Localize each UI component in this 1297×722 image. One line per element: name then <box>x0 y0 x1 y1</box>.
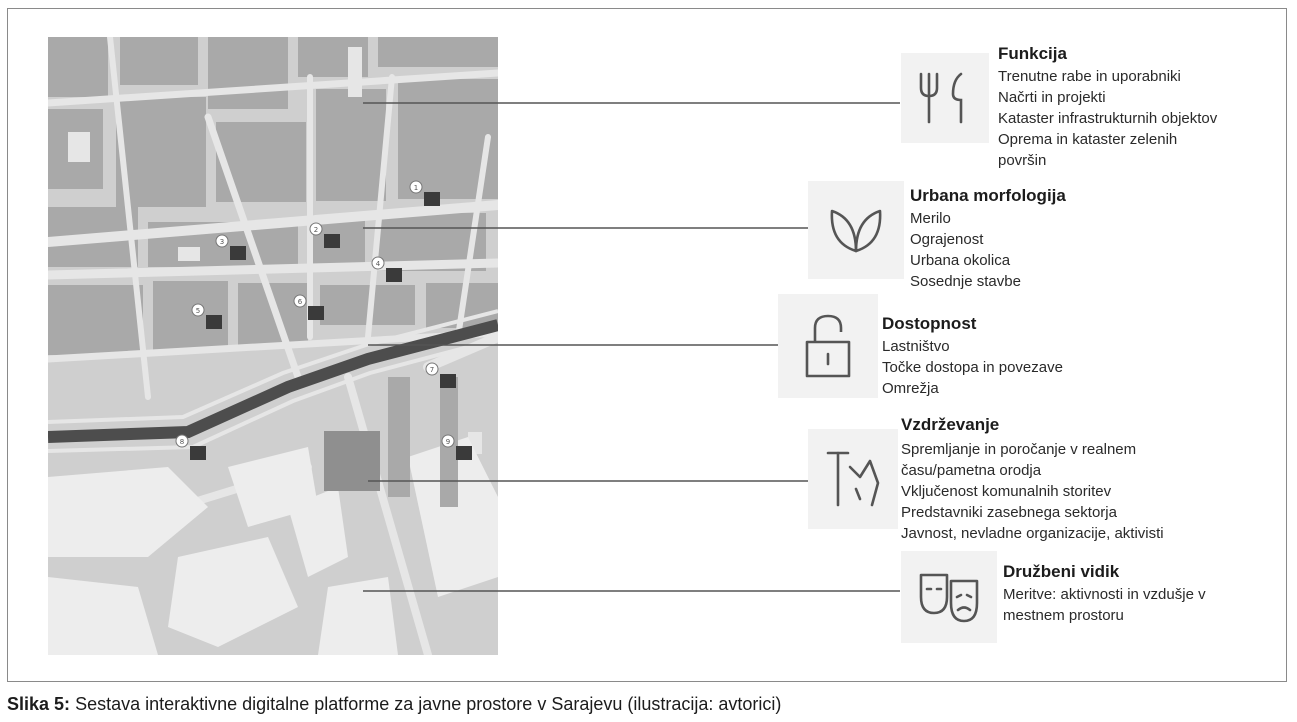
block <box>48 37 108 97</box>
marker-label: 2 <box>313 226 319 234</box>
marker-square <box>386 268 402 282</box>
marker-label: 9 <box>445 438 451 446</box>
sprout-icon <box>826 205 886 255</box>
courtyard <box>348 47 362 97</box>
category-title-urbana-morfologija: Urbana morfologija <box>910 186 1066 205</box>
marker-square <box>190 446 206 460</box>
category-item: Spremljanje in poročanje v realnem <box>901 441 1137 458</box>
category-item: površin <box>998 152 1047 169</box>
category-item: Vključenost komunalnih storitev <box>901 483 1112 500</box>
category-items-urbana-morfologija <box>910 208 1021 292</box>
marker-label: 1 <box>413 184 419 192</box>
figure-caption <box>7 694 781 715</box>
marker-square <box>324 234 340 248</box>
category-item: Urbana okolica <box>910 252 1011 269</box>
category-item: Ograjenost <box>910 231 984 248</box>
category-title-druzbeni-vidik: Družbeni vidik <box>1003 562 1120 581</box>
large-building <box>324 431 380 491</box>
urbana-morfologija-icon-box <box>808 181 904 279</box>
block <box>48 285 143 355</box>
courtyard <box>68 132 90 162</box>
block <box>316 89 386 201</box>
category-item: Kataster infrastrukturnih objektov <box>998 110 1218 127</box>
category-item: mestnem prostoru <box>1003 607 1124 624</box>
marker-label: 3 <box>219 238 225 246</box>
maintenance-tool-icon <box>826 449 880 509</box>
category-item: Sosednje stavbe <box>910 273 1021 290</box>
marker-label: 6 <box>297 298 303 306</box>
category-items-vzdrzevanje <box>901 439 1164 544</box>
dostopnost-icon-box <box>778 294 878 398</box>
category-item: Načrti in projekti <box>998 89 1106 106</box>
fork-knife-icon <box>915 70 975 126</box>
category-items-funkcija <box>998 66 1217 171</box>
druzbeni-vidik-icon-box <box>901 551 997 643</box>
caption-text: Sestava interaktivne digitalne platforme za javne prostore v Sarajevu (ilustracija: avtorici) <box>75 694 782 714</box>
block <box>378 37 498 67</box>
category-items-dostopnost <box>882 336 1063 399</box>
marker-square <box>424 192 440 206</box>
block <box>116 97 206 207</box>
category-item: Javnost, nevladne organizacije, aktivisti <box>901 525 1164 542</box>
marker-square <box>206 315 222 329</box>
category-item: Lastništvo <box>882 338 950 355</box>
marker-label: 8 <box>179 438 185 446</box>
unlocked-padlock-icon <box>803 314 853 378</box>
vzdrzevanje-icon-box <box>808 429 898 529</box>
category-title-dostopnost: Dostopnost <box>882 314 977 333</box>
funkcija-icon-box <box>901 53 989 143</box>
sarajevo-map <box>48 37 498 655</box>
category-item: Trenutne rabe in uporabniki <box>998 68 1181 85</box>
marker-square <box>456 446 472 460</box>
caption-label: Slika 5: <box>7 694 71 714</box>
category-item: Merilo <box>910 210 951 227</box>
block <box>120 37 198 85</box>
marker-square <box>230 246 246 260</box>
theater-masks-icon <box>917 567 981 627</box>
category-item: Točke dostopa in povezave <box>882 359 1063 376</box>
lower-block <box>318 577 398 655</box>
courtyard <box>178 247 200 261</box>
marker-label: 4 <box>375 260 381 268</box>
marker-square <box>440 374 456 388</box>
category-item: Oprema in kataster zelenih <box>998 131 1178 148</box>
marker-label: 5 <box>195 307 201 315</box>
block <box>208 37 288 109</box>
figure <box>7 8 1287 682</box>
marker-label: 7 <box>429 366 435 374</box>
marker-square <box>308 306 324 320</box>
category-item: Meritve: aktivnosti in vzdušje v <box>1003 586 1206 603</box>
block <box>388 377 410 497</box>
category-item: času/pametna orodja <box>901 462 1042 479</box>
category-items-druzbeni-vidik <box>1003 584 1206 626</box>
category-title-funkcija: Funkcija <box>998 44 1067 63</box>
category-title-vzdrzevanje: Vzdrževanje <box>901 415 1000 434</box>
category-item: Omrežja <box>882 380 939 397</box>
category-item: Predstavniki zasebnega sektorja <box>901 504 1117 521</box>
block <box>216 122 306 202</box>
